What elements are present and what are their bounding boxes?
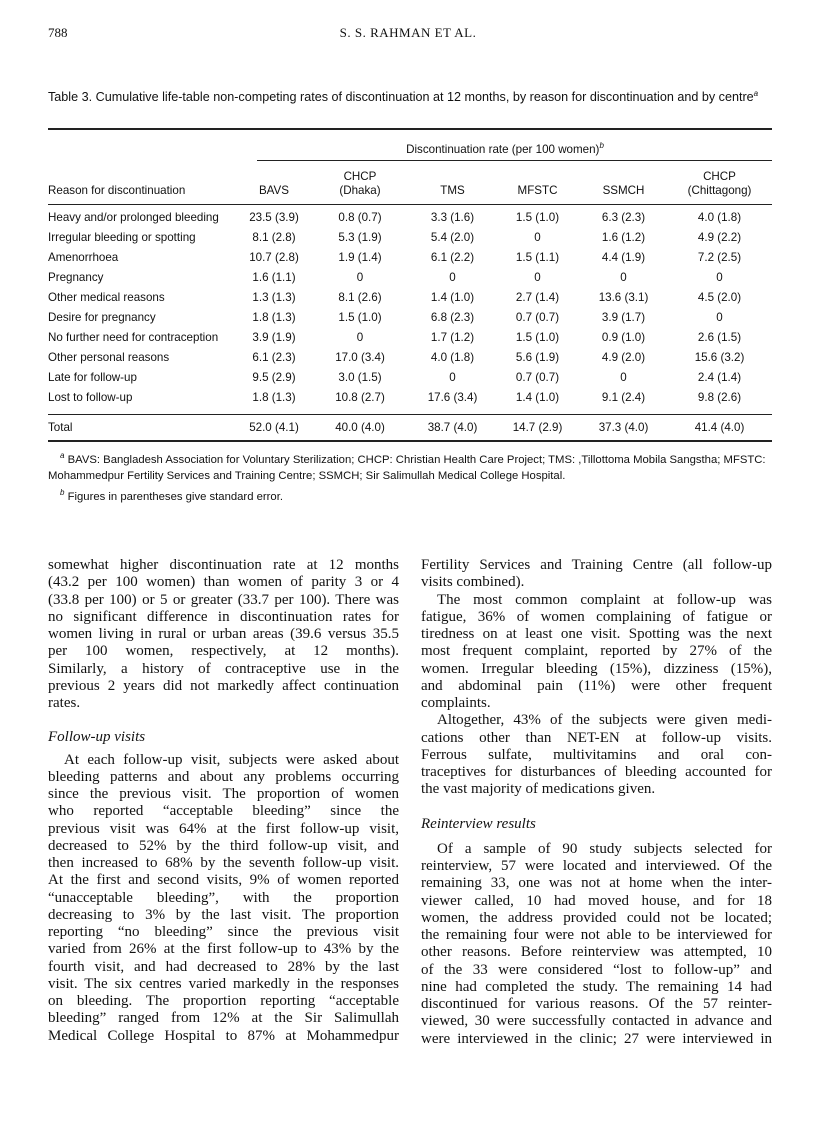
text-line: then increased to 68% by the seventh follow-up visit.	[48, 855, 399, 871]
left-column	[48, 557, 399, 1045]
cell-value: 10.7 (2.8)	[249, 250, 299, 264]
cell-value: 7.2 (2.5)	[697, 250, 742, 264]
cell-value: 0.8 (0.7)	[338, 210, 382, 224]
text-line: At each follow-up visit, subjects were asked about	[64, 751, 399, 768]
column-header	[238, 170, 310, 198]
cell-value: 10.8 (2.7)	[335, 391, 385, 405]
text-line: visit. The six centres varied markedly in the responses	[48, 975, 399, 992]
text-line: women. Irregular bleeding (15%), dizziness (15%),	[421, 660, 772, 677]
row-reason: Desire for pregnancy	[48, 311, 156, 324]
cell-value: 2.7 (1.4)	[515, 290, 560, 304]
cell-value: 0	[356, 331, 364, 345]
column-header-line2: (Chittagong)	[687, 184, 752, 197]
spanner-footnote-mark: b	[599, 140, 604, 150]
spanner-row	[48, 138, 772, 158]
cell-value: 9.1 (2.4)	[601, 391, 646, 405]
row-reason: Lost to follow-up	[48, 391, 133, 405]
cell-value: 1.4 (1.0)	[430, 290, 475, 304]
table-top-rule	[48, 128, 772, 130]
total-value: 52.0 (4.1)	[249, 420, 299, 434]
cell-value: 0	[534, 270, 541, 284]
cell-value: 6.1 (2.3)	[252, 351, 296, 365]
text-line: remaining 33, one was not at home when the inter-	[421, 875, 772, 892]
row-reason: Other medical reasons	[48, 290, 165, 304]
table-row	[48, 227, 772, 247]
cell-value: 0.7 (0.7)	[515, 311, 560, 324]
table-row	[48, 247, 772, 267]
cell-value: 17.0 (3.4)	[335, 351, 385, 365]
text-line: the remaining four were not able to be interviewed for	[421, 927, 772, 943]
cell-value: 1.6 (1.2)	[601, 230, 646, 244]
table-row	[48, 368, 772, 388]
text-line: bleeding” ranged from 12% at the Sir Salimullah	[48, 1010, 399, 1027]
text-line: varied from 26% at the first follow-up to 43% by the	[48, 941, 399, 958]
text-line: reporting “no bleeding” since the previous visit	[48, 924, 399, 940]
text-line: previous visit was 64% at the first follow-up visit,	[48, 820, 399, 837]
cell-value: 0.7 (0.7)	[515, 371, 560, 385]
cell-value: 6.8 (2.3)	[430, 311, 475, 324]
table-row	[48, 287, 772, 307]
text-line: decreased to 52% by the third follow-up visit, and	[48, 837, 399, 854]
column-header-line2: BAVS	[258, 184, 290, 197]
column-header-line1	[238, 170, 310, 184]
row-reason: Pregnancy	[48, 270, 104, 284]
column-header	[495, 170, 580, 198]
total-row	[48, 417, 772, 437]
text-line: somewhat higher discontinuation rate at 12 months	[48, 557, 399, 573]
text-line: who reported “acceptable bleeding” since the	[48, 803, 399, 820]
column-header	[410, 170, 495, 198]
table-row	[48, 308, 772, 328]
cell-value: 5.3 (1.9)	[338, 230, 382, 244]
cell-value: 1.5 (1.0)	[338, 311, 382, 324]
cell-value: 0	[716, 270, 723, 284]
cell-value: 5.4 (2.0)	[430, 230, 475, 244]
text-line: Fertility Services and Training Centre (all follow-up	[421, 557, 772, 573]
column-header-line1	[410, 170, 495, 184]
spanner-header	[238, 141, 772, 156]
right-column	[421, 557, 772, 1048]
text-line: nine had completed the study. The remaining 14 had	[421, 978, 772, 995]
text-line: decreasing to 3% by the last visit. The proportion	[48, 906, 399, 923]
cell-value: 2.4 (1.4)	[697, 371, 742, 385]
text-line: bleeding patterns and about any problems occurring	[48, 768, 399, 785]
cell-value: 23.5 (3.9)	[249, 210, 299, 224]
column-header	[310, 170, 410, 198]
text-line: The most common complaint at follow-up was	[437, 591, 772, 608]
cell-value: 0	[620, 270, 627, 284]
footnote-mark: a	[60, 451, 65, 460]
caption-text: Table 3. Cumulative life-table non-competing rates of discontinuation at 12 months, by reason for discontinuation and by centre	[48, 90, 754, 105]
column-header	[667, 170, 772, 198]
table-footnotes	[48, 448, 772, 505]
cell-value: 4.9 (2.2)	[697, 230, 742, 244]
text-line: since the previous visit. The proportion of women	[48, 786, 399, 802]
cell-value: 1.3 (1.3)	[252, 290, 296, 304]
row-reason: Amenorrhoea	[48, 250, 119, 264]
text-line: fourth visit, and had decreased to 28% by the last	[48, 958, 399, 975]
text-line: per 100 women, respectively, at 12 months).	[48, 643, 399, 660]
text-line: viewed, 30 were successfully contacted in advance and	[421, 1013, 772, 1030]
cell-value: 1.9 (1.4)	[338, 250, 382, 264]
table-caption	[48, 86, 778, 105]
cell-value: 3.9 (1.7)	[601, 311, 646, 324]
cell-value: 15.6 (3.2)	[694, 351, 745, 365]
cell-value: 6.1 (2.2)	[430, 250, 475, 264]
footnote-mark: b	[60, 487, 65, 497]
text-line: the vast majority of medications given.	[421, 781, 656, 798]
row-reason: Late for follow-up	[48, 371, 137, 385]
cell-value: 6.3 (2.3)	[601, 210, 646, 224]
total-value: 37.3 (4.0)	[598, 420, 649, 434]
column-header-line1	[580, 170, 667, 184]
section-heading: Reinterview results	[421, 815, 536, 832]
row-reason: Other personal reasons	[48, 351, 170, 365]
running-head: S. S. RAHMAN ET AL.	[339, 25, 477, 40]
column-header-line1: CHCP	[343, 170, 377, 183]
text-line: reinterview, 57 were located and interviewed. Of the	[421, 858, 772, 874]
text-line: on bleeding. The proportion reporting “acceptable	[48, 993, 399, 1009]
section-heading: Follow-up visits	[48, 729, 146, 746]
cell-value: 0	[449, 270, 456, 284]
total-rule	[48, 414, 772, 415]
body-paragraph	[421, 841, 772, 1048]
column-header-row	[48, 168, 772, 198]
text-line: previous 2 years did not markedly affect continuation	[48, 677, 399, 694]
column-header-line2: SSMCH	[602, 184, 645, 197]
cell-value: 4.9 (2.0)	[601, 351, 646, 365]
text-line: of the 33 were considered “lost to follow-up” and	[421, 961, 772, 978]
cell-value: 2.6 (1.5)	[697, 331, 742, 345]
column-header-line1	[495, 170, 580, 184]
cell-value: 8.1 (2.6)	[338, 290, 382, 304]
cell-value: 17.6 (3.4)	[427, 391, 478, 405]
total-value: 40.0 (4.0)	[335, 420, 385, 434]
cell-value: 4.4 (1.9)	[601, 250, 646, 264]
text-line: other reasons. Before reinterview was attempted, 10	[421, 944, 772, 961]
table-row	[48, 328, 772, 348]
cell-value: 4.5 (2.0)	[697, 290, 742, 304]
cell-value: 1.5 (1.1)	[515, 250, 560, 264]
column-header	[580, 170, 667, 198]
text-line: viewer called, 10 had moved house, and for 18	[421, 892, 772, 909]
column-header-reason: Reason for discontinuation	[48, 184, 186, 197]
total-value: 14.7 (2.9)	[512, 420, 563, 434]
cell-value: 1.5 (1.0)	[515, 210, 560, 224]
cell-value: 9.5 (2.9)	[252, 371, 296, 385]
cell-value: 3.9 (1.9)	[252, 331, 296, 345]
table-row	[48, 267, 772, 287]
table-row	[48, 207, 772, 227]
column-header-line2: (Dhaka)	[339, 184, 381, 197]
text-line: Altogether, 43% of the subjects were given medi-	[437, 712, 772, 729]
cell-value: 8.1 (2.8)	[252, 230, 296, 244]
cell-value: 4.0 (1.8)	[697, 210, 742, 224]
cell-value: 3.0 (1.5)	[338, 371, 382, 385]
column-header-line1: CHCP	[703, 170, 736, 183]
cell-value: 0	[449, 371, 456, 385]
text-line: were interviewed in the clinic; 27 were interviewed in	[421, 1030, 772, 1047]
text-line: women, the address provided could not be located;	[421, 909, 772, 926]
text-line: “unacceptable bleeding”, with the proportion	[48, 889, 399, 906]
text-line: no significant difference in discontinuation rates for	[48, 608, 399, 625]
text-line: visits combined).	[421, 574, 525, 591]
cell-value: 1.8 (1.3)	[252, 311, 296, 324]
text-line: (43.2 per 100 women) than women of parity 3 or 4	[48, 574, 399, 591]
footnote-text: BAVS: Bangladesh Association for Voluntary Sterilization; CHCP: Christian Health Care Project; TMS: ,Tillottoma Mobila Sangstha; MFSTC: Mohammedpur Fertility Services and Training Centre; SSMCH; Sir Salimullah Medical College Hospital.	[48, 453, 766, 482]
body-paragraph	[421, 712, 772, 798]
text-line: Medical College Hospital to 87% at Mohammedpur	[48, 1027, 399, 1044]
column-header-line2: MFSTC	[517, 184, 558, 197]
cell-value: 9.8 (2.6)	[697, 391, 742, 405]
cell-value: 0	[716, 311, 723, 324]
text-line: At the first and second visits, 9% of women reported	[48, 872, 399, 889]
table-footnote	[48, 448, 772, 484]
cell-value: 0	[534, 230, 541, 244]
body-paragraph	[421, 592, 772, 713]
text-line: most frequent complaint, reported by 27% of the	[421, 643, 772, 660]
cell-value: 5.6 (1.9)	[515, 351, 560, 365]
footnote-text: Figures in parentheses give standard error.	[67, 490, 283, 503]
text-line: traceptives for disturbances of bleeding accounted for	[421, 764, 772, 780]
body-paragraph	[48, 557, 399, 712]
total-value: 41.4 (4.0)	[694, 420, 745, 434]
row-reason: No further need for contraception	[48, 331, 219, 345]
cell-value: 0	[620, 371, 627, 385]
body-paragraph	[421, 557, 772, 592]
text-line: complaints.	[421, 695, 491, 711]
page-number: 788	[48, 25, 68, 40]
text-line: (33.8 per 100) or 5 or greater (33.7 per 100). There was	[48, 591, 399, 608]
caption-footnote-mark: a	[753, 89, 759, 98]
spanner-rule	[257, 160, 772, 161]
text-line: rates.	[48, 695, 81, 711]
row-reason: Irregular bleeding or spotting	[48, 230, 196, 244]
header-rule	[48, 204, 772, 205]
column-header-line2: TMS	[440, 184, 465, 197]
total-label: Total	[48, 420, 73, 434]
total-value: 38.7 (4.0)	[427, 420, 478, 434]
table-row	[48, 348, 772, 368]
cell-value: 3.3 (1.6)	[430, 210, 475, 224]
cell-value: 1.4 (1.0)	[515, 391, 560, 405]
cell-value: 13.6 (3.1)	[598, 290, 649, 304]
row-reason: Heavy and/or prolonged bleeding	[48, 210, 219, 224]
cell-value: 1.5 (1.0)	[515, 331, 560, 345]
text-line: fatigue, 36% of women complaining of fatigue or	[421, 608, 772, 625]
cell-value: 1.7 (1.2)	[430, 331, 475, 345]
text-line: Of a sample of 90 study subjects selected for	[437, 840, 772, 857]
table-footnote	[48, 485, 772, 505]
cell-value: 4.0 (1.8)	[430, 351, 475, 365]
text-line: Similarly, a history of contraceptive use in the	[48, 660, 399, 677]
cell-value: 1.6 (1.1)	[252, 270, 296, 284]
text-line: tiredness on at least one visit. Spotting was the next	[421, 626, 772, 642]
cell-value: 0.9 (1.0)	[601, 331, 646, 345]
table-bottom-rule	[48, 440, 772, 442]
table-row	[48, 388, 772, 408]
text-line: discontinued for various reasons. Of the 57 reinter-	[421, 996, 772, 1012]
text-line: cations other than NET-EN at follow-up visits.	[421, 729, 772, 746]
text-line: Ferrous sulfate, multivitamins and oral con-	[421, 746, 772, 763]
spanner-text: Discontinuation rate (per 100 women)	[406, 142, 600, 156]
cell-value: 1.8 (1.3)	[252, 391, 296, 405]
body-paragraph	[48, 752, 399, 1045]
text-line: and abdominal pain (11%) were other frequent	[421, 677, 772, 694]
cell-value: 0	[356, 270, 364, 284]
text-line: women living in rural or urban areas (39.6 versus 35.5	[48, 626, 399, 642]
